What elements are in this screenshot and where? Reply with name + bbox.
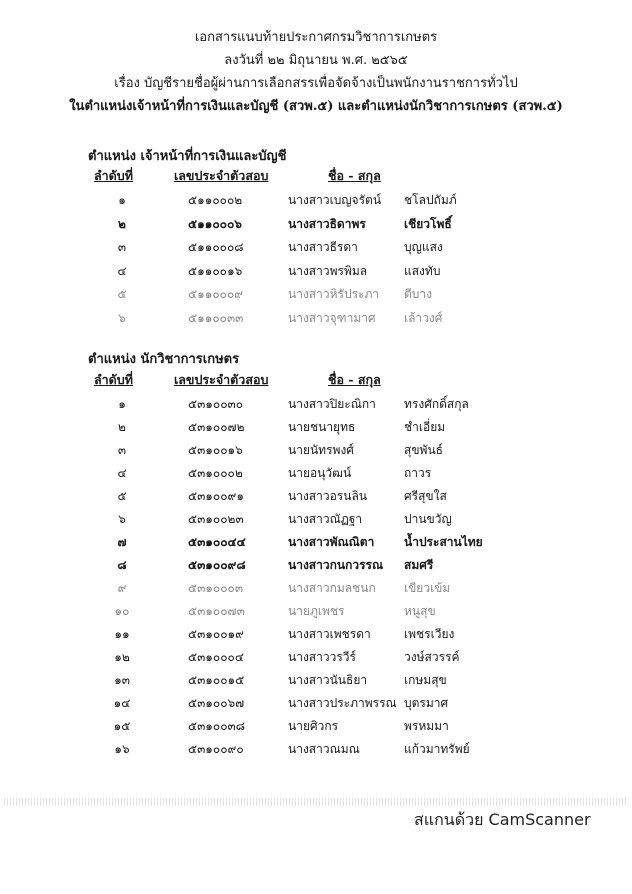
last-name: สมศรี (404, 558, 434, 572)
table-row (0, 418, 632, 440)
table-row (0, 464, 632, 486)
first-name: นางสาวปิยะณิกา (288, 397, 376, 411)
last-name: บุญแสง (404, 240, 443, 254)
first-name: นางสาวประภาพรรณ (288, 696, 397, 710)
first-name: นางสาวเพชรดา (288, 627, 371, 641)
last-name: สุขพันธ์ (404, 443, 443, 457)
exam-id: ๕๓๑๐๐๐๓ (188, 581, 244, 595)
row-index: ๙ (117, 581, 127, 595)
table-row (0, 215, 632, 237)
header-date: ลงวันที่ ๒๒ มิถุนายน พ.ศ. ๒๕๖๕ (224, 53, 408, 68)
row-index: ๘ (117, 558, 127, 572)
last-name: ชำเอี่ยม (404, 420, 446, 434)
first-name: นางสาวนันธิยา (288, 673, 368, 687)
section2-title: ตำแหน่ง นักวิชาการเกษตร (88, 352, 240, 367)
table-row (0, 238, 632, 260)
col-head-code: เลขประจำตัวสอบ (174, 168, 269, 183)
table-row (0, 602, 632, 624)
first-name: นายนัทรพงศ์ (288, 443, 354, 457)
last-name: ทรงศักดิ์สกุล (404, 397, 469, 411)
table-row (0, 717, 632, 739)
section1-title: ตำแหน่ง เจ้าหน้าที่การเงินและบัญชี (88, 149, 287, 164)
exam-id: ๕๓๑๐๐๔๔ (188, 535, 246, 549)
last-name: ตีบาง (404, 287, 433, 301)
row-index: ๗ (117, 535, 127, 549)
table-row (0, 648, 632, 670)
table-row (0, 625, 632, 647)
table-row (0, 740, 632, 762)
first-name: นางสาวกนกวรรณ (288, 558, 384, 572)
last-name: ถาวร (404, 466, 432, 480)
last-name: แก้วมาทรัพย์ (404, 742, 470, 756)
exam-id: ๕๓๑๐๐๑๕ (188, 673, 245, 687)
table-row (0, 309, 632, 331)
row-index: ๑๖ (114, 742, 130, 756)
exam-id: ๕๑๑๐๐๐๙ (188, 287, 244, 301)
exam-id: ๕๑๑๐๐๐๖ (188, 216, 242, 231)
table-row (0, 285, 632, 307)
exam-id: ๕๓๑๐๐๐๔ (188, 650, 244, 664)
exam-id: ๕๑๑๐๐๐๒ (188, 193, 243, 207)
first-name: นางสาวหิรัประภา (288, 287, 380, 301)
exam-id: ๕๓๑๐๐๙๐ (188, 742, 244, 756)
exam-id: ๕๑๑๐๐๑๖ (188, 263, 243, 278)
first-name: นางสาวจุฑามาศ (288, 310, 376, 325)
last-name: หนูสุข (404, 604, 436, 618)
first-name: นางสาวพัณณิตา (288, 535, 375, 549)
last-name: น้ำประสานไทย (404, 535, 483, 549)
exam-id: ๕๓๑๐๐๒๓ (188, 512, 244, 526)
exam-id: ๕๑๑๐๐๐๘ (188, 240, 244, 254)
table-row (0, 510, 632, 532)
row-index: ๓ (117, 443, 127, 457)
col-head-idx: ลำดับที่ (94, 168, 133, 183)
first-name: นางสาวอรนลิน (288, 489, 368, 503)
exam-id: ๕๓๑๐๐๙๘ (188, 558, 246, 572)
row-index: ๖ (118, 512, 126, 526)
first-name: นางสาววรวีร์ (288, 650, 356, 664)
first-name: นายอนุวัฒน์ (288, 466, 352, 480)
last-name: ชโลปถัมภ์ (404, 193, 457, 207)
header-positions: ในตำแหน่งเจ้าหน้าที่การเงินและบัญชี (สวพ.๕) และตำแหน่งนักวิชาการเกษตร (สวพ.๕) (69, 99, 563, 114)
last-name: ศรีสุขใส (404, 489, 447, 503)
header-subject: เรื่อง บัญชีรายชื่อผู้ผ่านการเลือกสรรเพื่อจัดจ้างเป็นพนักงานราชการทั่วไป (114, 76, 518, 91)
last-name: ปานขวัญ (404, 512, 452, 526)
row-index: ๖ (118, 310, 126, 325)
exam-id: ๕๓๑๐๐๓๘ (188, 719, 246, 733)
first-name: นางสาวเบญจรัตน์ (288, 193, 382, 207)
table-row (0, 694, 632, 716)
row-index: ๒ (118, 216, 126, 231)
table-row (0, 262, 632, 284)
exam-id: ๕๓๑๐๐๑๙ (188, 627, 244, 641)
first-name: นางสาวธีรดา (288, 240, 358, 254)
row-index: ๓ (117, 240, 127, 254)
last-name: เพชรเวียง (404, 627, 455, 641)
first-name: นางสาวณมณ (288, 742, 360, 756)
first-name: นางสาวธิดาพร (288, 216, 366, 231)
table-row (0, 579, 632, 601)
exam-id: ๕๓๑๐๐๐๒ (188, 466, 243, 480)
exam-id: ๕๓๑๐๐๗๓ (188, 604, 245, 618)
header-title: เอกสารแนบท้ายประกาศกรมวิชาการเกษตร (194, 30, 438, 45)
row-index: ๒ (118, 420, 126, 434)
last-name: บุตรมาศ (404, 696, 449, 710)
camscanner-watermark: สแกนด้วย CamScanner (414, 810, 591, 829)
first-name: นางสาวณัฏฐา (288, 512, 363, 526)
exam-id: ๕๓๑๐๐๖๗ (188, 696, 245, 710)
row-index: ๑๕ (113, 719, 131, 733)
col-head-name: ชื่อ - สกุล (328, 168, 381, 183)
exam-id: ๕๓๑๐๐๑๖ (188, 443, 243, 457)
row-index: ๑๓ (114, 673, 130, 687)
row-index: ๑ (118, 193, 126, 207)
exam-id: ๕๓๑๐๐๓๐ (188, 397, 244, 411)
first-name: นางสาวกมลชนก (288, 581, 376, 595)
table-row (0, 556, 632, 578)
first-name: นายภูเพชร (288, 604, 345, 618)
row-index: ๑๒ (114, 650, 130, 664)
scan-noise-strip (4, 798, 628, 806)
col-head-name-2: ชื่อ - สกุล (328, 372, 381, 387)
exam-id: ๕๓๑๐๐๗๒ (188, 420, 245, 434)
last-name: เล้าวงศ์ (404, 310, 443, 325)
exam-id: ๕๑๑๐๐๓๓ (188, 310, 244, 325)
last-name: แสงทับ (404, 263, 441, 278)
exam-id: ๕๓๑๐๐๙๑ (188, 489, 244, 503)
table-row (0, 487, 632, 509)
last-name: เชียวโพธิ์ (404, 216, 452, 231)
row-index: ๕ (117, 287, 127, 301)
row-index: ๕ (117, 489, 127, 503)
table-row (0, 191, 632, 213)
row-index: ๑๐ (114, 604, 130, 618)
table-row (0, 671, 632, 693)
table-row (0, 533, 632, 555)
row-index: ๔ (117, 263, 127, 278)
row-index: ๔ (117, 466, 127, 480)
table-row (0, 441, 632, 463)
first-name: นางสาวพรพิมล (288, 263, 368, 278)
first-name: นายชนายุทธ (288, 420, 356, 434)
row-index: ๑๔ (113, 696, 131, 710)
row-index: ๑๑ (114, 627, 130, 641)
last-name: เกษมสุข (404, 673, 447, 687)
row-index: ๑ (118, 397, 126, 411)
last-name: พรหมมา (404, 719, 449, 733)
col-head-code-2: เลขประจำตัวสอบ (174, 372, 269, 387)
last-name: วงษ์สวรรค์ (404, 650, 460, 664)
first-name: นายศิวกร (288, 719, 339, 733)
table-row (0, 395, 632, 417)
last-name: เขียวเข้ม (404, 581, 451, 595)
col-head-idx-2: ลำดับที่ (94, 372, 133, 387)
